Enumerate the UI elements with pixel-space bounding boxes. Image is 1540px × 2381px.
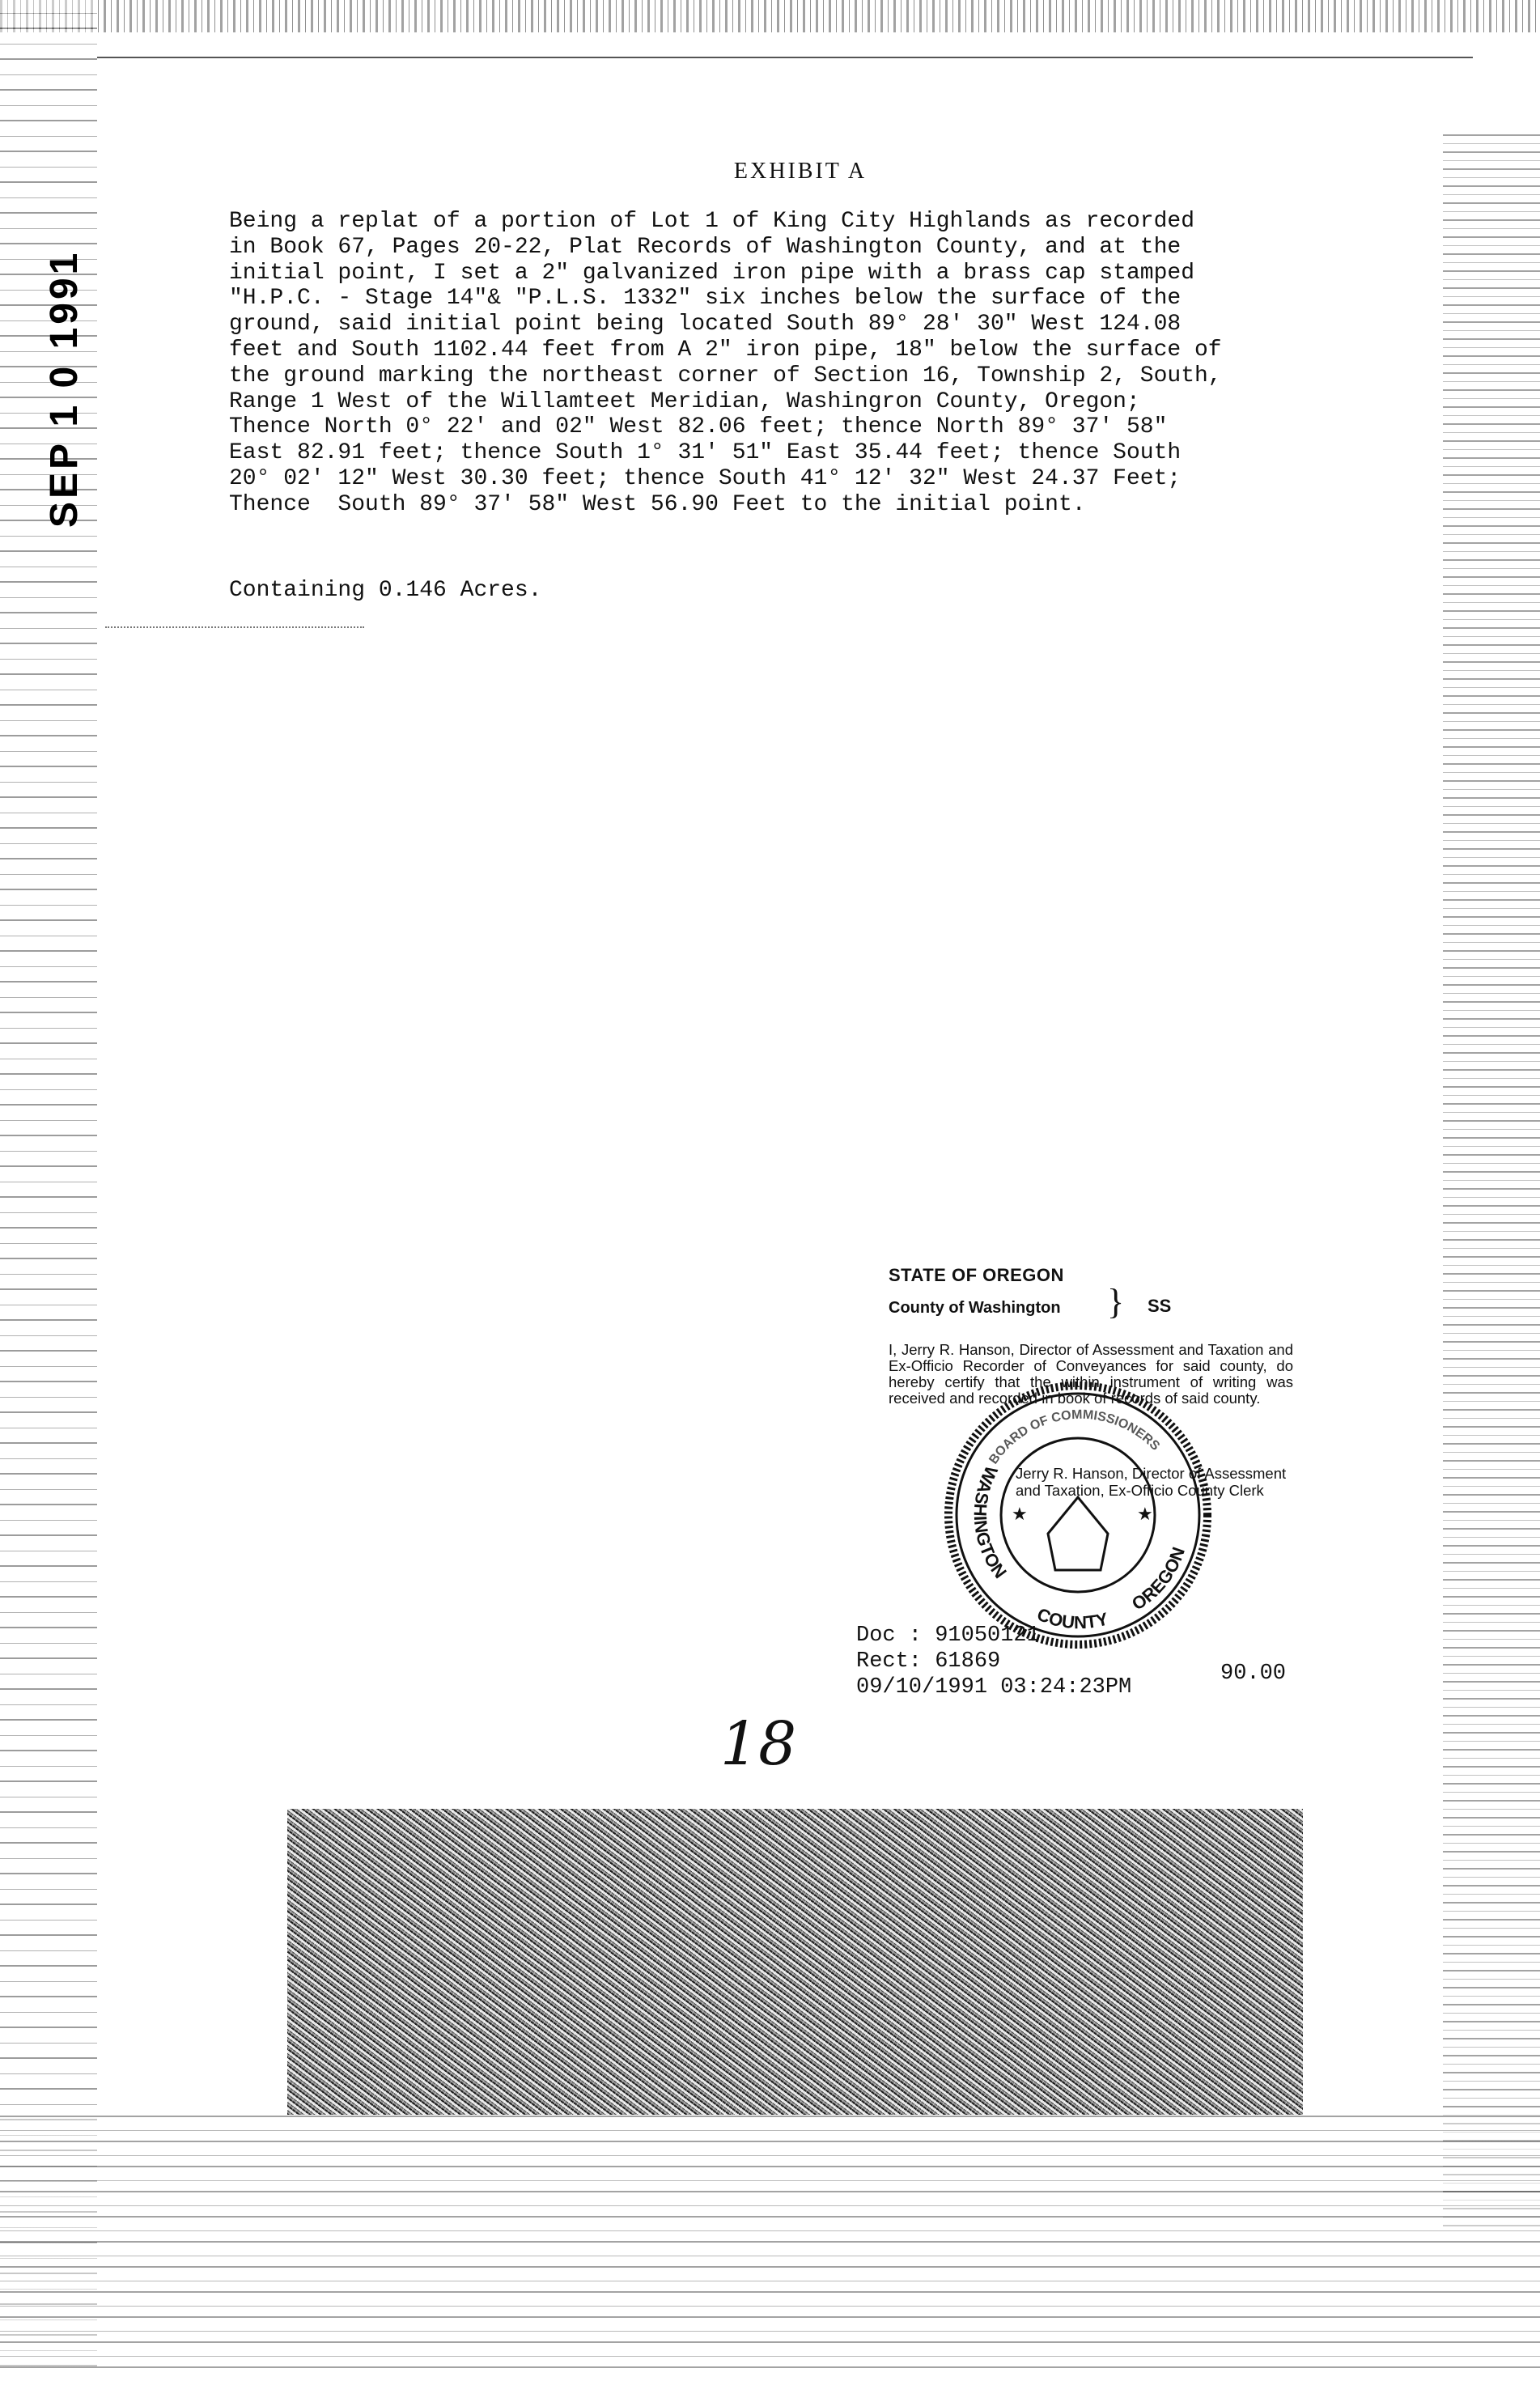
rect-label: Rect: (856, 1649, 923, 1674)
legal-description-line: Thence North 0° 22' and 02" West 82.06 feet; thence North 89° 37' 58" (229, 414, 1168, 440)
scan-noise-bottom (0, 2114, 1540, 2381)
legal-description-line: ground, said initial point being located South 89° 28' 30" West 124.08 (229, 312, 1182, 337)
state-label: STATE OF OREGON (889, 1265, 1064, 1285)
svg-text:★: ★ (1012, 1505, 1028, 1525)
county-label: County of Washington (889, 1299, 1061, 1317)
received-date-stamp: SEP 1 0 1991 (43, 249, 86, 528)
acreage-statement: Containing 0.146 Acres. (229, 578, 542, 603)
svg-text:WASHINGTON (970, 1463, 1011, 1582)
svg-text:★: ★ (1137, 1505, 1153, 1525)
legal-description-line: Being a replat of a portion of Lot 1 of King City Highlands as recorded (229, 209, 1194, 234)
doc-label: Doc : (856, 1623, 923, 1648)
scan-noise-right (1443, 129, 1540, 2234)
recording-fee: 90.00 (1220, 1662, 1287, 1686)
scan-dotted-rule (105, 626, 364, 628)
signature-block: Jerry R. Hanson, Director of Assessment and Taxation, Ex-Officio County Clerk (1016, 1465, 1287, 1499)
legal-description-line: Thence South 89° 37' 58" West 56.90 Feet to the initial point. (229, 491, 1086, 517)
doc-number: 91050121 (935, 1623, 1040, 1648)
seal-text-bottom: COUNTY (1033, 1603, 1110, 1633)
brace-glyph: } (1107, 1282, 1125, 1322)
seal-text-left: WASHINGTON (969, 1462, 1011, 1582)
recorder-certification: I, Jerry R. Hanson, Director of Assessment and Taxation and Ex-Officio Recorder of Conveyances for said county, do hereby certify that the within instrument of writing was received and recorded in book of records of said county. (889, 1341, 1293, 1407)
legal-description-line: feet and South 1102.44 feet from A 2" iron pipe, 18" below the surface of (229, 337, 1222, 363)
legal-description-line: Range 1 West of the Willamteet Meridian, Washingron County, Oregon; (229, 388, 1140, 414)
legal-description-line: the ground marking the northeast corner of Section 16, Township 2, South, (229, 363, 1222, 388)
document-title: EXHIBIT A (733, 159, 868, 184)
legal-description-line: East 82.91 feet; thence South 1° 31' 51" East 35.44 feet; thence South (229, 440, 1182, 466)
legal-description-line: in Book 67, Pages 20-22, Plat Records of Washington County, and at the (229, 234, 1182, 260)
scan-noise-top (0, 0, 1540, 32)
seal-text-right: OREGON (1128, 1544, 1190, 1615)
rect-number: 61869 (935, 1649, 1001, 1674)
county-seal-icon (939, 1376, 1218, 1655)
scan-rule-top (97, 57, 1473, 58)
recorder-header (889, 1265, 1172, 1322)
scan-noise-block (287, 1809, 1303, 2115)
legal-description-line: "H.P.C. - Stage 14"& "P.L.S. 1332" six inches below the surface of the (229, 286, 1182, 312)
recording-info (856, 1623, 1131, 1700)
legal-description-line: 20° 02' 12" West 30.30 feet; thence South 41° 12' 32" West 24.37 Feet; (229, 465, 1182, 491)
legal-description-line: initial point, I set a 2" galvanized iron pipe with a brass cap stamped (229, 260, 1194, 286)
legal-description (229, 209, 1362, 518)
ss-label: SS (1148, 1296, 1172, 1316)
recorded-datetime: 09/10/1991 03:24:23PM (856, 1675, 1132, 1700)
handwritten-page-number (720, 1709, 825, 1782)
seal-text-top: BOARD OF COMMISSIONERS (986, 1407, 1163, 1467)
page-number-text: 18 (720, 1709, 797, 1779)
